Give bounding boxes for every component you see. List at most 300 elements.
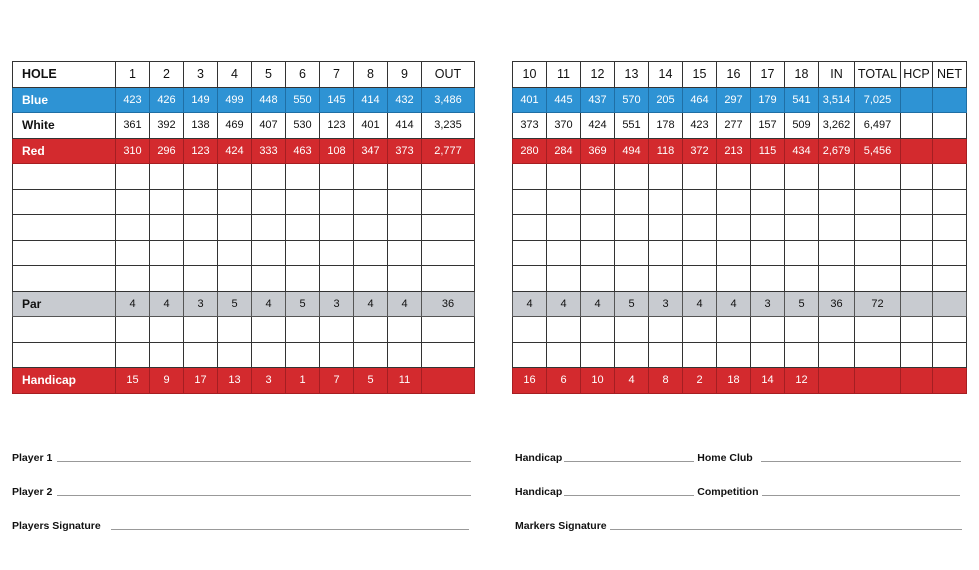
score-cell[interactable] [320, 240, 354, 266]
par-cell: 3 [184, 291, 218, 317]
score-cell[interactable] [615, 266, 649, 292]
header-cell: 14 [649, 62, 683, 88]
handicap2-label: Handicap [515, 486, 563, 498]
par-cell [901, 291, 933, 317]
blue-cell: 3,514 [819, 87, 855, 113]
par-cell: 4 [354, 291, 388, 317]
handicap-row [13, 368, 475, 394]
score-cell[interactable] [901, 189, 933, 215]
score-cell[interactable] [320, 342, 354, 368]
header-cell: HOLE [13, 62, 116, 88]
handicap-cell: 8 [649, 368, 683, 394]
score-cell[interactable] [901, 317, 933, 343]
score-cell[interactable] [819, 189, 855, 215]
blue-row [513, 87, 967, 113]
score-cell[interactable] [184, 266, 218, 292]
score-cell[interactable] [547, 266, 581, 292]
score-cell[interactable] [615, 342, 649, 368]
score-cell[interactable] [388, 317, 422, 343]
player2-field[interactable] [57, 494, 471, 496]
score-cell[interactable] [286, 240, 320, 266]
blue-cell: 550 [286, 87, 320, 113]
score-cell[interactable] [547, 189, 581, 215]
score-row-1 [513, 164, 967, 190]
score-cell[interactable] [116, 164, 150, 190]
score-cell[interactable] [388, 215, 422, 241]
score-cell[interactable] [581, 189, 615, 215]
red-cell: 123 [184, 138, 218, 164]
score-cell[interactable] [354, 317, 388, 343]
white-cell: 469 [218, 113, 252, 139]
red-cell: 108 [320, 138, 354, 164]
score-cell[interactable] [286, 164, 320, 190]
score-cell[interactable] [547, 240, 581, 266]
header-cell: HCP [901, 62, 933, 88]
score-cell[interactable] [422, 266, 475, 292]
par-cell: 4 [116, 291, 150, 317]
red-cell: 115 [751, 138, 785, 164]
score-cell[interactable] [150, 164, 184, 190]
score-cell[interactable] [717, 215, 751, 241]
score-cell[interactable] [547, 317, 581, 343]
handicap1-field[interactable] [564, 460, 694, 462]
score-cell[interactable] [751, 240, 785, 266]
par-cell: 3 [320, 291, 354, 317]
score-cell[interactable] [184, 215, 218, 241]
score-cell[interactable] [13, 164, 116, 190]
score-cell[interactable] [855, 266, 901, 292]
score-cell[interactable] [933, 189, 967, 215]
white-cell: White [13, 113, 116, 139]
score-row-2 [513, 189, 967, 215]
player2-label: Player 2 [12, 486, 53, 498]
par-cell: 5 [218, 291, 252, 317]
score-cell[interactable] [422, 215, 475, 241]
score-cell[interactable] [683, 342, 717, 368]
score-cell[interactable] [252, 317, 286, 343]
score-cell[interactable] [354, 342, 388, 368]
score-cell[interactable] [354, 189, 388, 215]
score-cell[interactable] [252, 164, 286, 190]
blue-cell [901, 87, 933, 113]
par-cell: 4 [388, 291, 422, 317]
blue-cell: 541 [785, 87, 819, 113]
score-cell[interactable] [855, 164, 901, 190]
blue-cell: 464 [683, 87, 717, 113]
score-cell[interactable] [184, 342, 218, 368]
score-cell[interactable] [513, 189, 547, 215]
score-cell[interactable] [422, 164, 475, 190]
red-cell: 280 [513, 138, 547, 164]
score-cell[interactable] [286, 342, 320, 368]
score-cell[interactable] [581, 240, 615, 266]
red-cell: 5,456 [855, 138, 901, 164]
white-cell: 423 [683, 113, 717, 139]
handicap-cell: 15 [116, 368, 150, 394]
score-cell[interactable] [218, 342, 252, 368]
score-cell[interactable] [116, 317, 150, 343]
par-row [13, 291, 475, 317]
score-cell[interactable] [513, 240, 547, 266]
front-nine-scorecard [12, 61, 475, 394]
score-cell[interactable] [649, 317, 683, 343]
handicap-cell: 18 [717, 368, 751, 394]
score-cell[interactable] [751, 215, 785, 241]
score-cell[interactable] [615, 164, 649, 190]
header-cell: 18 [785, 62, 819, 88]
score-cell[interactable] [785, 342, 819, 368]
par-cell: 36 [819, 291, 855, 317]
score-cell[interactable] [320, 266, 354, 292]
red-cell: Red [13, 138, 116, 164]
red-row [513, 138, 967, 164]
score-cell[interactable] [855, 342, 901, 368]
score-cell[interactable] [513, 342, 547, 368]
par-cell: 72 [855, 291, 901, 317]
score-cell[interactable] [354, 215, 388, 241]
score-cell[interactable] [855, 240, 901, 266]
score-cell[interactable] [150, 215, 184, 241]
score-cell[interactable] [150, 266, 184, 292]
score-cell[interactable] [184, 317, 218, 343]
score-cell[interactable] [218, 215, 252, 241]
score-row-3 [13, 215, 475, 241]
header-cell: 6 [286, 62, 320, 88]
score-cell[interactable] [218, 240, 252, 266]
score-cell[interactable] [388, 240, 422, 266]
score-cell[interactable] [717, 240, 751, 266]
score-cell[interactable] [819, 164, 855, 190]
par-cell: 4 [717, 291, 751, 317]
red-cell: 347 [354, 138, 388, 164]
score-cell[interactable] [218, 266, 252, 292]
score-cell[interactable] [785, 317, 819, 343]
red-cell: 434 [785, 138, 819, 164]
blue-cell: 205 [649, 87, 683, 113]
handicap-cell: 6 [547, 368, 581, 394]
score-cell[interactable] [649, 189, 683, 215]
par-cell: 4 [150, 291, 184, 317]
red-cell [901, 138, 933, 164]
handicap1-label: Handicap [515, 452, 563, 464]
score-cell[interactable] [286, 215, 320, 241]
score-cell[interactable] [320, 189, 354, 215]
score-cell[interactable] [649, 164, 683, 190]
score-cell[interactable] [855, 189, 901, 215]
score-cell[interactable] [933, 240, 967, 266]
score-cell[interactable] [785, 164, 819, 190]
par-cell: 3 [751, 291, 785, 317]
score-cell[interactable] [615, 240, 649, 266]
red-cell: 296 [150, 138, 184, 164]
score-cell[interactable] [819, 215, 855, 241]
handicap-homeclub-row [515, 452, 961, 464]
blue-cell [933, 87, 967, 113]
white-cell: 3,235 [422, 113, 475, 139]
score-cell[interactable] [819, 317, 855, 343]
white-cell: 178 [649, 113, 683, 139]
players-signature-label: Players Signature [12, 520, 101, 532]
score-cell[interactable] [901, 215, 933, 241]
score-cell[interactable] [252, 266, 286, 292]
white-cell: 3,262 [819, 113, 855, 139]
red-cell: 310 [116, 138, 150, 164]
score-cell[interactable] [116, 266, 150, 292]
score-cell[interactable] [286, 266, 320, 292]
score-cell[interactable] [785, 215, 819, 241]
score-cell[interactable] [388, 342, 422, 368]
score-cell[interactable] [422, 342, 475, 368]
header-cell: 8 [354, 62, 388, 88]
home-club-field[interactable] [761, 460, 961, 462]
score-cell[interactable] [933, 317, 967, 343]
score-cell[interactable] [422, 240, 475, 266]
blue-cell: 448 [252, 87, 286, 113]
score-cell[interactable] [933, 164, 967, 190]
score-cell[interactable] [615, 215, 649, 241]
markers-signature-field[interactable] [610, 528, 962, 530]
header-cell: 4 [218, 62, 252, 88]
handicap-cell [901, 368, 933, 394]
score-cell[interactable] [547, 164, 581, 190]
score-cell[interactable] [717, 189, 751, 215]
competition-label: Competition [697, 486, 759, 498]
score-cell[interactable] [150, 240, 184, 266]
white-cell [933, 113, 967, 139]
score-cell[interactable] [547, 342, 581, 368]
score-cell[interactable] [717, 266, 751, 292]
score-cell[interactable] [615, 189, 649, 215]
white-cell: 373 [513, 113, 547, 139]
score-cell[interactable] [751, 266, 785, 292]
score-cell[interactable] [785, 240, 819, 266]
blue-cell: 570 [615, 87, 649, 113]
par-cell: 36 [422, 291, 475, 317]
red-cell: 284 [547, 138, 581, 164]
score-cell[interactable] [320, 215, 354, 241]
white-cell: 277 [717, 113, 751, 139]
white-cell: 414 [388, 113, 422, 139]
score-cell[interactable] [751, 342, 785, 368]
score-cell[interactable] [116, 240, 150, 266]
score-cell[interactable] [116, 342, 150, 368]
score-cell[interactable] [717, 317, 751, 343]
score-row-6 [513, 317, 967, 343]
score-cell[interactable] [855, 317, 901, 343]
handicap-cell: 17 [184, 368, 218, 394]
score-cell[interactable] [855, 215, 901, 241]
score-cell[interactable] [581, 215, 615, 241]
score-row-4 [13, 240, 475, 266]
score-cell[interactable] [252, 189, 286, 215]
score-cell[interactable] [901, 164, 933, 190]
handicap-cell: 7 [320, 368, 354, 394]
handicap-cell [819, 368, 855, 394]
score-row-2 [13, 189, 475, 215]
score-cell[interactable] [649, 266, 683, 292]
score-cell[interactable] [901, 342, 933, 368]
score-cell[interactable] [116, 215, 150, 241]
white-cell: 138 [184, 113, 218, 139]
blue-cell: 423 [116, 87, 150, 113]
score-row-7 [513, 342, 967, 368]
score-cell[interactable] [649, 240, 683, 266]
score-cell[interactable] [13, 317, 116, 343]
red-cell: 213 [717, 138, 751, 164]
score-cell[interactable] [785, 266, 819, 292]
par-cell: 4 [252, 291, 286, 317]
handicap-row [513, 368, 967, 394]
score-cell[interactable] [320, 317, 354, 343]
score-cell[interactable] [388, 266, 422, 292]
score-cell[interactable] [683, 266, 717, 292]
score-cell[interactable] [547, 215, 581, 241]
score-cell[interactable] [252, 215, 286, 241]
blue-cell: 401 [513, 87, 547, 113]
header-cell: 12 [581, 62, 615, 88]
score-cell[interactable] [649, 215, 683, 241]
score-cell[interactable] [150, 342, 184, 368]
par-cell: 4 [683, 291, 717, 317]
score-cell[interactable] [819, 266, 855, 292]
score-cell[interactable] [286, 189, 320, 215]
score-cell[interactable] [252, 240, 286, 266]
score-cell[interactable] [13, 215, 116, 241]
score-cell[interactable] [150, 317, 184, 343]
player1-field[interactable] [57, 460, 471, 462]
score-cell[interactable] [422, 317, 475, 343]
header-cell: 5 [252, 62, 286, 88]
white-cell: 509 [785, 113, 819, 139]
score-cell[interactable] [819, 240, 855, 266]
back-nine-scorecard [512, 61, 967, 394]
header-cell: IN [819, 62, 855, 88]
score-cell[interactable] [933, 266, 967, 292]
score-cell[interactable] [13, 266, 116, 292]
score-cell[interactable] [751, 189, 785, 215]
score-cell[interactable] [354, 240, 388, 266]
score-cell[interactable] [13, 189, 116, 215]
score-cell[interactable] [513, 164, 547, 190]
score-cell[interactable] [683, 164, 717, 190]
header-cell: 3 [184, 62, 218, 88]
score-cell[interactable] [354, 164, 388, 190]
score-cell[interactable] [901, 266, 933, 292]
score-cell[interactable] [513, 266, 547, 292]
score-cell[interactable] [581, 342, 615, 368]
markers-signature-label: Markers Signature [515, 520, 607, 532]
score-cell[interactable] [717, 342, 751, 368]
handicap-cell: 10 [581, 368, 615, 394]
score-cell[interactable] [615, 317, 649, 343]
score-cell[interactable] [581, 164, 615, 190]
white-cell [901, 113, 933, 139]
score-cell[interactable] [184, 164, 218, 190]
score-cell[interactable] [513, 317, 547, 343]
score-cell[interactable] [717, 164, 751, 190]
red-cell [933, 138, 967, 164]
score-cell[interactable] [513, 215, 547, 241]
score-cell[interactable] [683, 215, 717, 241]
score-cell[interactable] [819, 342, 855, 368]
handicap-cell [422, 368, 475, 394]
score-cell[interactable] [218, 189, 252, 215]
par-cell: 5 [286, 291, 320, 317]
score-cell[interactable] [218, 164, 252, 190]
score-cell[interactable] [13, 342, 116, 368]
blue-cell: 3,486 [422, 87, 475, 113]
white-cell: 392 [150, 113, 184, 139]
header-cell: 7 [320, 62, 354, 88]
score-cell[interactable] [649, 342, 683, 368]
handicap2-field[interactable] [564, 494, 694, 496]
blue-cell: 149 [184, 87, 218, 113]
header-cell: NET [933, 62, 967, 88]
red-cell: 372 [683, 138, 717, 164]
score-cell[interactable] [388, 189, 422, 215]
score-cell[interactable] [683, 317, 717, 343]
par-row [513, 291, 967, 317]
score-cell[interactable] [933, 342, 967, 368]
header-cell: TOTAL [855, 62, 901, 88]
score-cell[interactable] [13, 240, 116, 266]
white-cell: 530 [286, 113, 320, 139]
score-cell[interactable] [184, 240, 218, 266]
header-cell: 10 [513, 62, 547, 88]
score-cell[interactable] [286, 317, 320, 343]
score-cell[interactable] [116, 189, 150, 215]
players-signature-row [12, 520, 469, 532]
score-cell[interactable] [184, 189, 218, 215]
score-cell[interactable] [422, 189, 475, 215]
score-row-3 [513, 215, 967, 241]
score-cell[interactable] [683, 240, 717, 266]
blue-cell: 426 [150, 87, 184, 113]
players-signature-field[interactable] [111, 528, 469, 530]
handicap-cell [933, 368, 967, 394]
handicap-cell [855, 368, 901, 394]
blue-cell: Blue [13, 87, 116, 113]
handicap-cell: 2 [683, 368, 717, 394]
score-row-5 [13, 266, 475, 292]
par-cell: 4 [581, 291, 615, 317]
score-cell[interactable] [751, 317, 785, 343]
score-cell[interactable] [320, 164, 354, 190]
white-row [13, 113, 475, 139]
score-cell[interactable] [785, 189, 819, 215]
score-row-1 [13, 164, 475, 190]
markers-signature-row [515, 520, 962, 532]
score-cell[interactable] [252, 342, 286, 368]
score-cell[interactable] [683, 189, 717, 215]
par-cell: 4 [513, 291, 547, 317]
score-cell[interactable] [933, 215, 967, 241]
score-cell[interactable] [581, 317, 615, 343]
score-cell[interactable] [218, 317, 252, 343]
score-cell[interactable] [751, 164, 785, 190]
blue-cell: 145 [320, 87, 354, 113]
score-cell[interactable] [150, 189, 184, 215]
white-cell: 407 [252, 113, 286, 139]
competition-field[interactable] [762, 494, 960, 496]
score-cell[interactable] [581, 266, 615, 292]
handicap-cell: 4 [615, 368, 649, 394]
score-cell[interactable] [354, 266, 388, 292]
score-cell[interactable] [901, 240, 933, 266]
score-cell[interactable] [388, 164, 422, 190]
par-cell: 4 [547, 291, 581, 317]
blue-cell: 499 [218, 87, 252, 113]
